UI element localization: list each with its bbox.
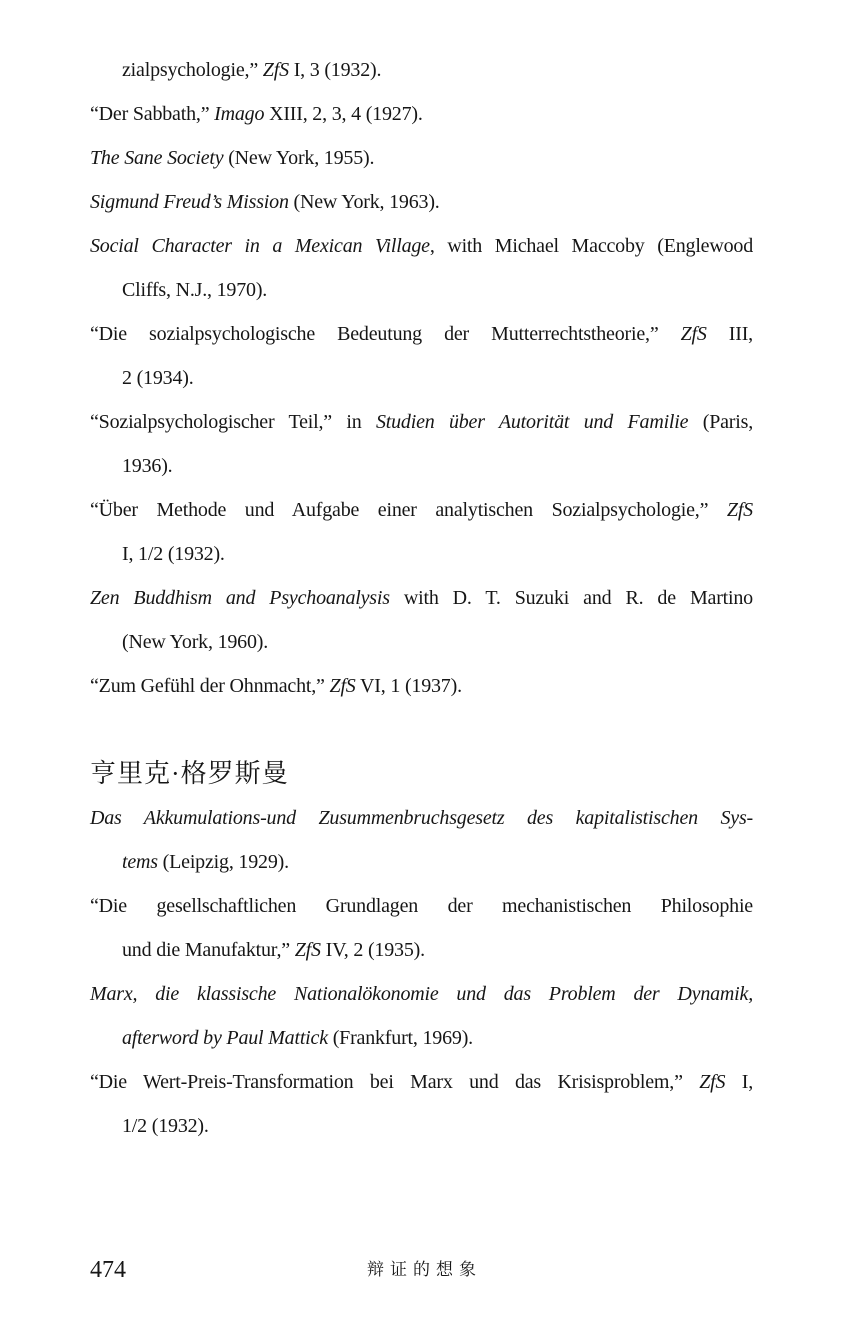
bib-line (90, 840, 753, 884)
bib-line (90, 224, 753, 268)
roman-run: III, (706, 323, 753, 345)
roman-run: “Die sozialpsychologische Bedeutung der Mutterrechtstheorie,” (90, 323, 681, 345)
italic-run: Social Character in a Mexican Village (90, 235, 430, 257)
italic-run: Das Akkumulations-und Zusummenbruchsgesetz des kapitalistischen Sys- (90, 807, 753, 829)
section-heading: 亨里克·格罗斯曼 (90, 759, 289, 788)
bib-line (90, 312, 753, 356)
bib-line (90, 532, 753, 576)
italic-run: ZfS (262, 59, 289, 81)
italic-run: Studien über Autorität und Familie (375, 411, 689, 433)
roman-run: (New York, 1960). (122, 631, 269, 653)
bib-line (90, 972, 753, 1016)
roman-run: “Zum Gefühl der Ohnmacht,” (90, 675, 330, 697)
roman-run: “Sozialpsychologischer Teil,” in (90, 411, 376, 433)
roman-run: I, 3 (1932). (288, 59, 382, 81)
section-gap (90, 708, 753, 752)
italic-run: ZfS (726, 499, 753, 521)
bib-line (90, 1016, 753, 1060)
bib-line (90, 488, 753, 532)
roman-run: (New York, 1955). (223, 147, 375, 169)
bib-line (90, 400, 753, 444)
roman-run: (New York, 1963). (288, 191, 440, 213)
bib-line (90, 180, 753, 224)
roman-run: zialpsychologie,” (122, 59, 263, 81)
bib-line (90, 48, 753, 92)
roman-run: 2 (1934). (122, 367, 194, 389)
bib-line (90, 576, 753, 620)
italic-run: The Sane Society (90, 147, 224, 169)
roman-run: , with Michael Maccoby (Englewood (429, 235, 753, 257)
roman-run: XIII, 2, 3, 4 (1927). (264, 103, 423, 125)
italic-run: Marx, die klassische Nationalökonomie und das Problem der Dynamik, (90, 983, 753, 1005)
italic-run: tems (122, 851, 158, 873)
italic-run: Zen Buddhism and Psychoanalysis (90, 587, 390, 609)
roman-run: VI, 1 (1937). (355, 675, 462, 697)
roman-run: I, 1/2 (1932). (122, 543, 225, 565)
italic-run: afterword by Paul Mattick (122, 1027, 328, 1049)
bib-line (90, 664, 753, 708)
roman-run: I, (725, 1071, 753, 1093)
page-footer (0, 1248, 843, 1292)
roman-run: “Über Methode und Aufgabe einer analytischen Sozialpsychologie,” (90, 499, 727, 521)
italic-run: ZfS (680, 323, 707, 345)
bib-line (90, 620, 753, 664)
roman-run: (Frankfurt, 1969). (327, 1027, 473, 1049)
bibliography (90, 48, 753, 1148)
bib-line (90, 928, 753, 972)
italic-run: ZfS (294, 939, 321, 961)
bib-line (90, 796, 753, 840)
roman-run: Cliffs, N.J., 1970). (122, 279, 268, 301)
running-title: 辩证的想象 (367, 1260, 482, 1279)
italic-run: Imago (214, 103, 265, 125)
bib-line (90, 268, 753, 312)
bib-line (90, 1104, 753, 1148)
italic-run: Sigmund Freud’s Mission (90, 191, 289, 213)
roman-run: 1936). (122, 455, 173, 477)
roman-run: und die Manufaktur,” (122, 939, 295, 961)
italic-run: ZfS (699, 1071, 726, 1093)
roman-run: 1/2 (1932). (122, 1115, 209, 1137)
bib-line (90, 444, 753, 488)
bib-line (90, 884, 753, 928)
bib-line (90, 136, 753, 180)
roman-run: “Der Sabbath,” (90, 103, 215, 125)
roman-run: with D. T. Suzuki and R. de Martino (389, 587, 753, 609)
bib-line (90, 356, 753, 400)
bib-line (90, 92, 753, 136)
roman-run: “Die gesellschaftlichen Grundlagen der mechanistischen Philosophie (90, 895, 753, 917)
page-number: 474 (90, 1257, 126, 1283)
roman-run: IV, 2 (1935). (320, 939, 425, 961)
italic-run: ZfS (329, 675, 356, 697)
roman-run: (Paris, (688, 411, 753, 433)
bib-line (90, 1060, 753, 1104)
roman-run: “Die Wert-Preis-Transformation bei Marx und das Krisisproblem,” (90, 1071, 700, 1093)
roman-run: (Leipzig, 1929). (157, 851, 289, 873)
